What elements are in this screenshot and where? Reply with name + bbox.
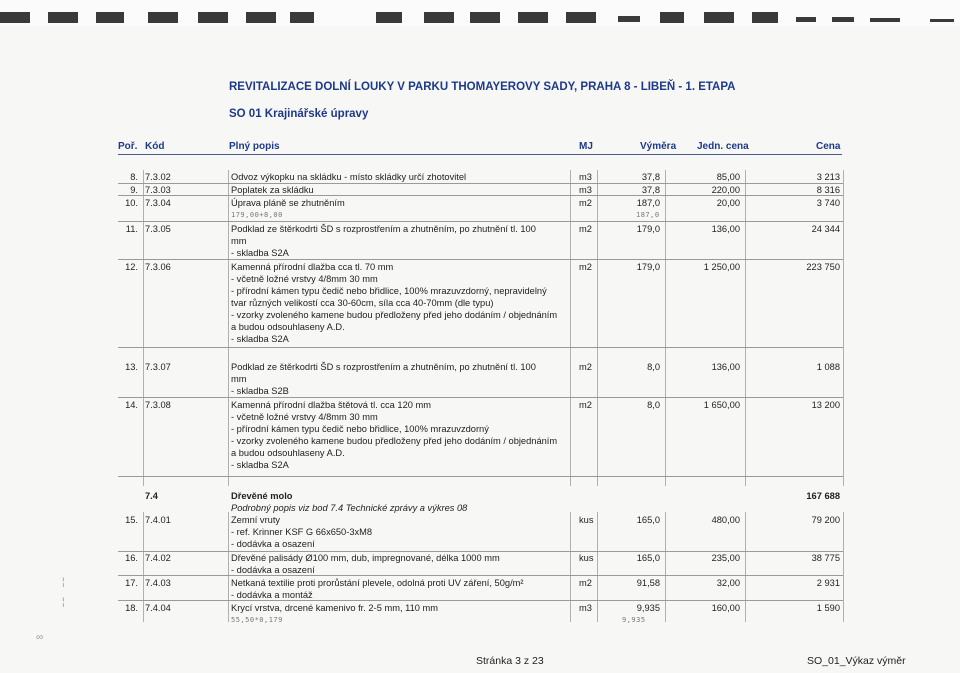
grid-line	[118, 551, 843, 552]
row-unit-price: 220,00	[711, 185, 740, 195]
row-description: Netkaná textilie proti prorůstání plevele, odolná proti UV záření, 50g/m²	[231, 578, 524, 588]
margin-mark: ∞	[36, 632, 44, 643]
row-description: Krycí vrstva, drcené kamenivo fr. 2-5 mm, 110 mm	[231, 603, 439, 613]
row-code: 7.3.07	[145, 362, 171, 372]
section-note: Podrobný popis viz bod 7.4 Technické zprávy a výkres 08	[231, 503, 468, 513]
row-description: - skladba S2A	[231, 334, 289, 344]
row-description: - vzorky zvoleného kamene budou předloženy před jeho dodáním / objednáním	[231, 310, 558, 320]
row-price: 1 590	[816, 603, 840, 613]
row-calc-note: 55,50*0,179	[231, 616, 283, 624]
col-header-code: Kód	[145, 141, 165, 152]
row-unit-price: 235,00	[711, 553, 740, 563]
row-unit: kus	[579, 553, 594, 563]
grid-line	[118, 476, 843, 477]
row-order: 8.	[130, 172, 138, 182]
row-order: 13.	[125, 362, 138, 372]
col-header-order: Poř.	[118, 141, 138, 152]
row-unit: m3	[579, 603, 592, 613]
row-quantity: 37,8	[641, 172, 660, 182]
section-total: 167 688	[806, 491, 840, 501]
row-order: 11.	[125, 224, 138, 234]
grid-line	[118, 221, 843, 222]
row-description: a budou odsouhlaseny A.D.	[231, 322, 345, 332]
row-description: - ref. Krinner KSF G 66x650-3xM8	[231, 527, 373, 537]
row-price: 3 740	[816, 198, 840, 208]
row-description: - dodávka a montáž	[231, 590, 313, 600]
row-description: Podklad ze štěrkodrti ŠD s rozprostřením a zhutněním, po zhutnění tl. 100	[231, 362, 536, 372]
margin-mark: ¦	[62, 577, 65, 588]
row-unit-price: 1 250,00	[703, 262, 740, 272]
row-code: 7.3.03	[145, 185, 171, 195]
row-unit: m2	[579, 262, 592, 272]
row-price: 79 200	[811, 515, 840, 525]
row-description: - skladba S2A	[231, 248, 289, 258]
row-unit-price: 136,00	[711, 362, 740, 372]
row-description: a budou odsouhlaseny A.D.	[231, 448, 345, 458]
margin-mark: ¦	[62, 597, 65, 608]
row-description: Zemní vruty	[231, 515, 281, 525]
row-price: 3 213	[816, 172, 840, 182]
row-description: - vzorky zvoleného kamene budou předloženy před jeho dodáním / objednáním	[231, 436, 558, 446]
row-description: Poplatek za skládku	[231, 185, 314, 195]
row-price: 24 344	[811, 224, 840, 234]
row-quantity: 8,0	[647, 362, 660, 372]
row-order: 18.	[125, 603, 138, 613]
row-price: 1 088	[816, 362, 840, 372]
file-name: SO_01_Výkaz výměr	[807, 655, 906, 667]
row-description: mm	[231, 374, 247, 384]
col-header-quantity: Výměra	[640, 141, 677, 152]
grid-line	[228, 512, 229, 622]
row-description: tvar různých velikostí cca 30-60cm, síla cca 40-70mm (dle typu)	[231, 298, 494, 308]
row-unit: m2	[579, 400, 592, 410]
grid-line	[745, 512, 746, 622]
row-description: - skladba S2A	[231, 460, 289, 470]
row-unit-price: 160,00	[711, 603, 740, 613]
grid-line	[665, 512, 666, 622]
row-unit: m2	[579, 198, 592, 208]
row-price: 13 200	[811, 400, 840, 410]
grid-line	[228, 170, 229, 486]
row-quantity: 8,0	[647, 400, 660, 410]
row-unit: m2	[579, 224, 592, 234]
row-order: 14.	[125, 400, 138, 410]
row-quantity: 37,8	[641, 185, 660, 195]
grid-line	[143, 512, 144, 622]
grid-line	[118, 259, 843, 260]
row-price: 2 931	[816, 578, 840, 588]
grid-line	[745, 170, 746, 486]
row-code: 7.3.08	[145, 400, 171, 410]
row-code: 7.4.02	[145, 553, 171, 563]
row-unit-price: 32,00	[716, 578, 740, 588]
row-calc-note-quantity: 187,0	[636, 211, 660, 219]
row-price: 8 316	[816, 185, 840, 195]
row-order: 17.	[125, 578, 138, 588]
row-description: mm	[231, 236, 247, 246]
row-order: 15.	[125, 515, 138, 525]
grid-line	[143, 170, 144, 486]
row-description: - dodávka a osazení	[231, 565, 315, 575]
row-quantity: 179,0	[636, 262, 660, 272]
row-description: Dřevěné palisády Ø100 mm, dub, impregnované, délka 1000 mm	[231, 553, 500, 563]
row-unit: m3	[579, 185, 592, 195]
grid-line	[597, 512, 598, 622]
row-code: 7.3.05	[145, 224, 171, 234]
row-unit-price: 1 650,00	[703, 400, 740, 410]
scan-header-strip	[0, 0, 960, 26]
header-underline	[118, 154, 842, 155]
row-price: 223 750	[806, 262, 840, 272]
grid-line	[570, 170, 571, 486]
row-description: Odvoz výkopku na skládku - místo skládky určí zhotovitel	[231, 172, 467, 182]
grid-line	[570, 512, 571, 622]
col-header-description: Plný popis	[229, 141, 280, 152]
row-description: Kamenná přírodní dlažba štětová tl. cca 120 mm	[231, 400, 431, 410]
row-quantity: 179,0	[636, 224, 660, 234]
row-description: Podklad ze štěrkodrti ŠD s rozprostřením a zhutněním, po zhutnění tl. 100	[231, 224, 536, 234]
row-unit-price: 136,00	[711, 224, 740, 234]
row-code: 7.4.04	[145, 603, 171, 613]
grid-line	[118, 575, 843, 576]
row-code: 7.4.01	[145, 515, 171, 525]
row-unit: m2	[579, 362, 592, 372]
row-order: 9.	[130, 185, 138, 195]
row-code: 7.3.02	[145, 172, 171, 182]
row-unit: m2	[579, 578, 592, 588]
row-quantity: 9,935	[636, 603, 660, 613]
row-order: 12.	[125, 262, 138, 272]
col-header-price: Cena	[816, 141, 841, 152]
section-title: Dřevěné molo	[231, 491, 293, 501]
grid-line	[843, 512, 844, 622]
col-header-unit: MJ	[579, 141, 593, 152]
row-description: Úprava pláně se zhutněním	[231, 198, 345, 208]
page-number: Stránka 3 z 23	[476, 655, 544, 667]
row-quantity: 91,58	[636, 578, 660, 588]
document-title: REVITALIZACE DOLNÍ LOUKY V PARKU THOMAYEROVY SADY, PRAHA 8 - LIBEŇ - 1. ETAPA	[229, 81, 736, 93]
row-price: 38 775	[811, 553, 840, 563]
row-description: Kamenná přírodní dlažba cca tl. 70 mm	[231, 262, 394, 272]
row-calc-note-quantity: 9,935	[622, 616, 646, 624]
row-description: - včetně ložné vrstvy 4/8mm 30 mm	[231, 274, 378, 284]
grid-line	[597, 170, 598, 486]
grid-line	[118, 600, 843, 601]
row-description: - včetně ložné vrstvy 4/8mm 30 mm	[231, 412, 378, 422]
row-description: - přírodní kámen typu čedič nebo břidlice, 100% mrazuvzdorný	[231, 424, 489, 434]
grid-line	[118, 397, 843, 398]
row-unit: kus	[579, 515, 594, 525]
document-subtitle: SO 01 Krajinářské úpravy	[229, 108, 369, 120]
section-code: 7.4	[145, 491, 158, 501]
row-description: - dodávka a osazení	[231, 539, 315, 549]
row-quantity: 165,0	[636, 515, 660, 525]
row-order: 10.	[125, 198, 138, 208]
row-unit-price: 85,00	[716, 172, 740, 182]
row-unit: m3	[579, 172, 592, 182]
row-code: 7.4.03	[145, 578, 171, 588]
row-code: 7.3.06	[145, 262, 171, 272]
row-order: 16.	[125, 553, 138, 563]
grid-line	[665, 170, 666, 486]
col-header-unit-price: Jedn. cena	[697, 141, 749, 152]
row-quantity: 165,0	[636, 553, 660, 563]
row-quantity: 187,0	[636, 198, 660, 208]
row-code: 7.3.04	[145, 198, 171, 208]
row-description: - skladba S2B	[231, 386, 289, 396]
row-unit-price: 20,00	[716, 198, 740, 208]
grid-line	[118, 347, 843, 348]
row-unit-price: 480,00	[711, 515, 740, 525]
row-calc-note: 179,00+8,00	[231, 211, 283, 219]
grid-line	[843, 170, 844, 486]
row-description: - přírodní kámen typu čedič nebo břidlice, 100% mrazuvzdorný, nepravidelný	[231, 286, 547, 296]
